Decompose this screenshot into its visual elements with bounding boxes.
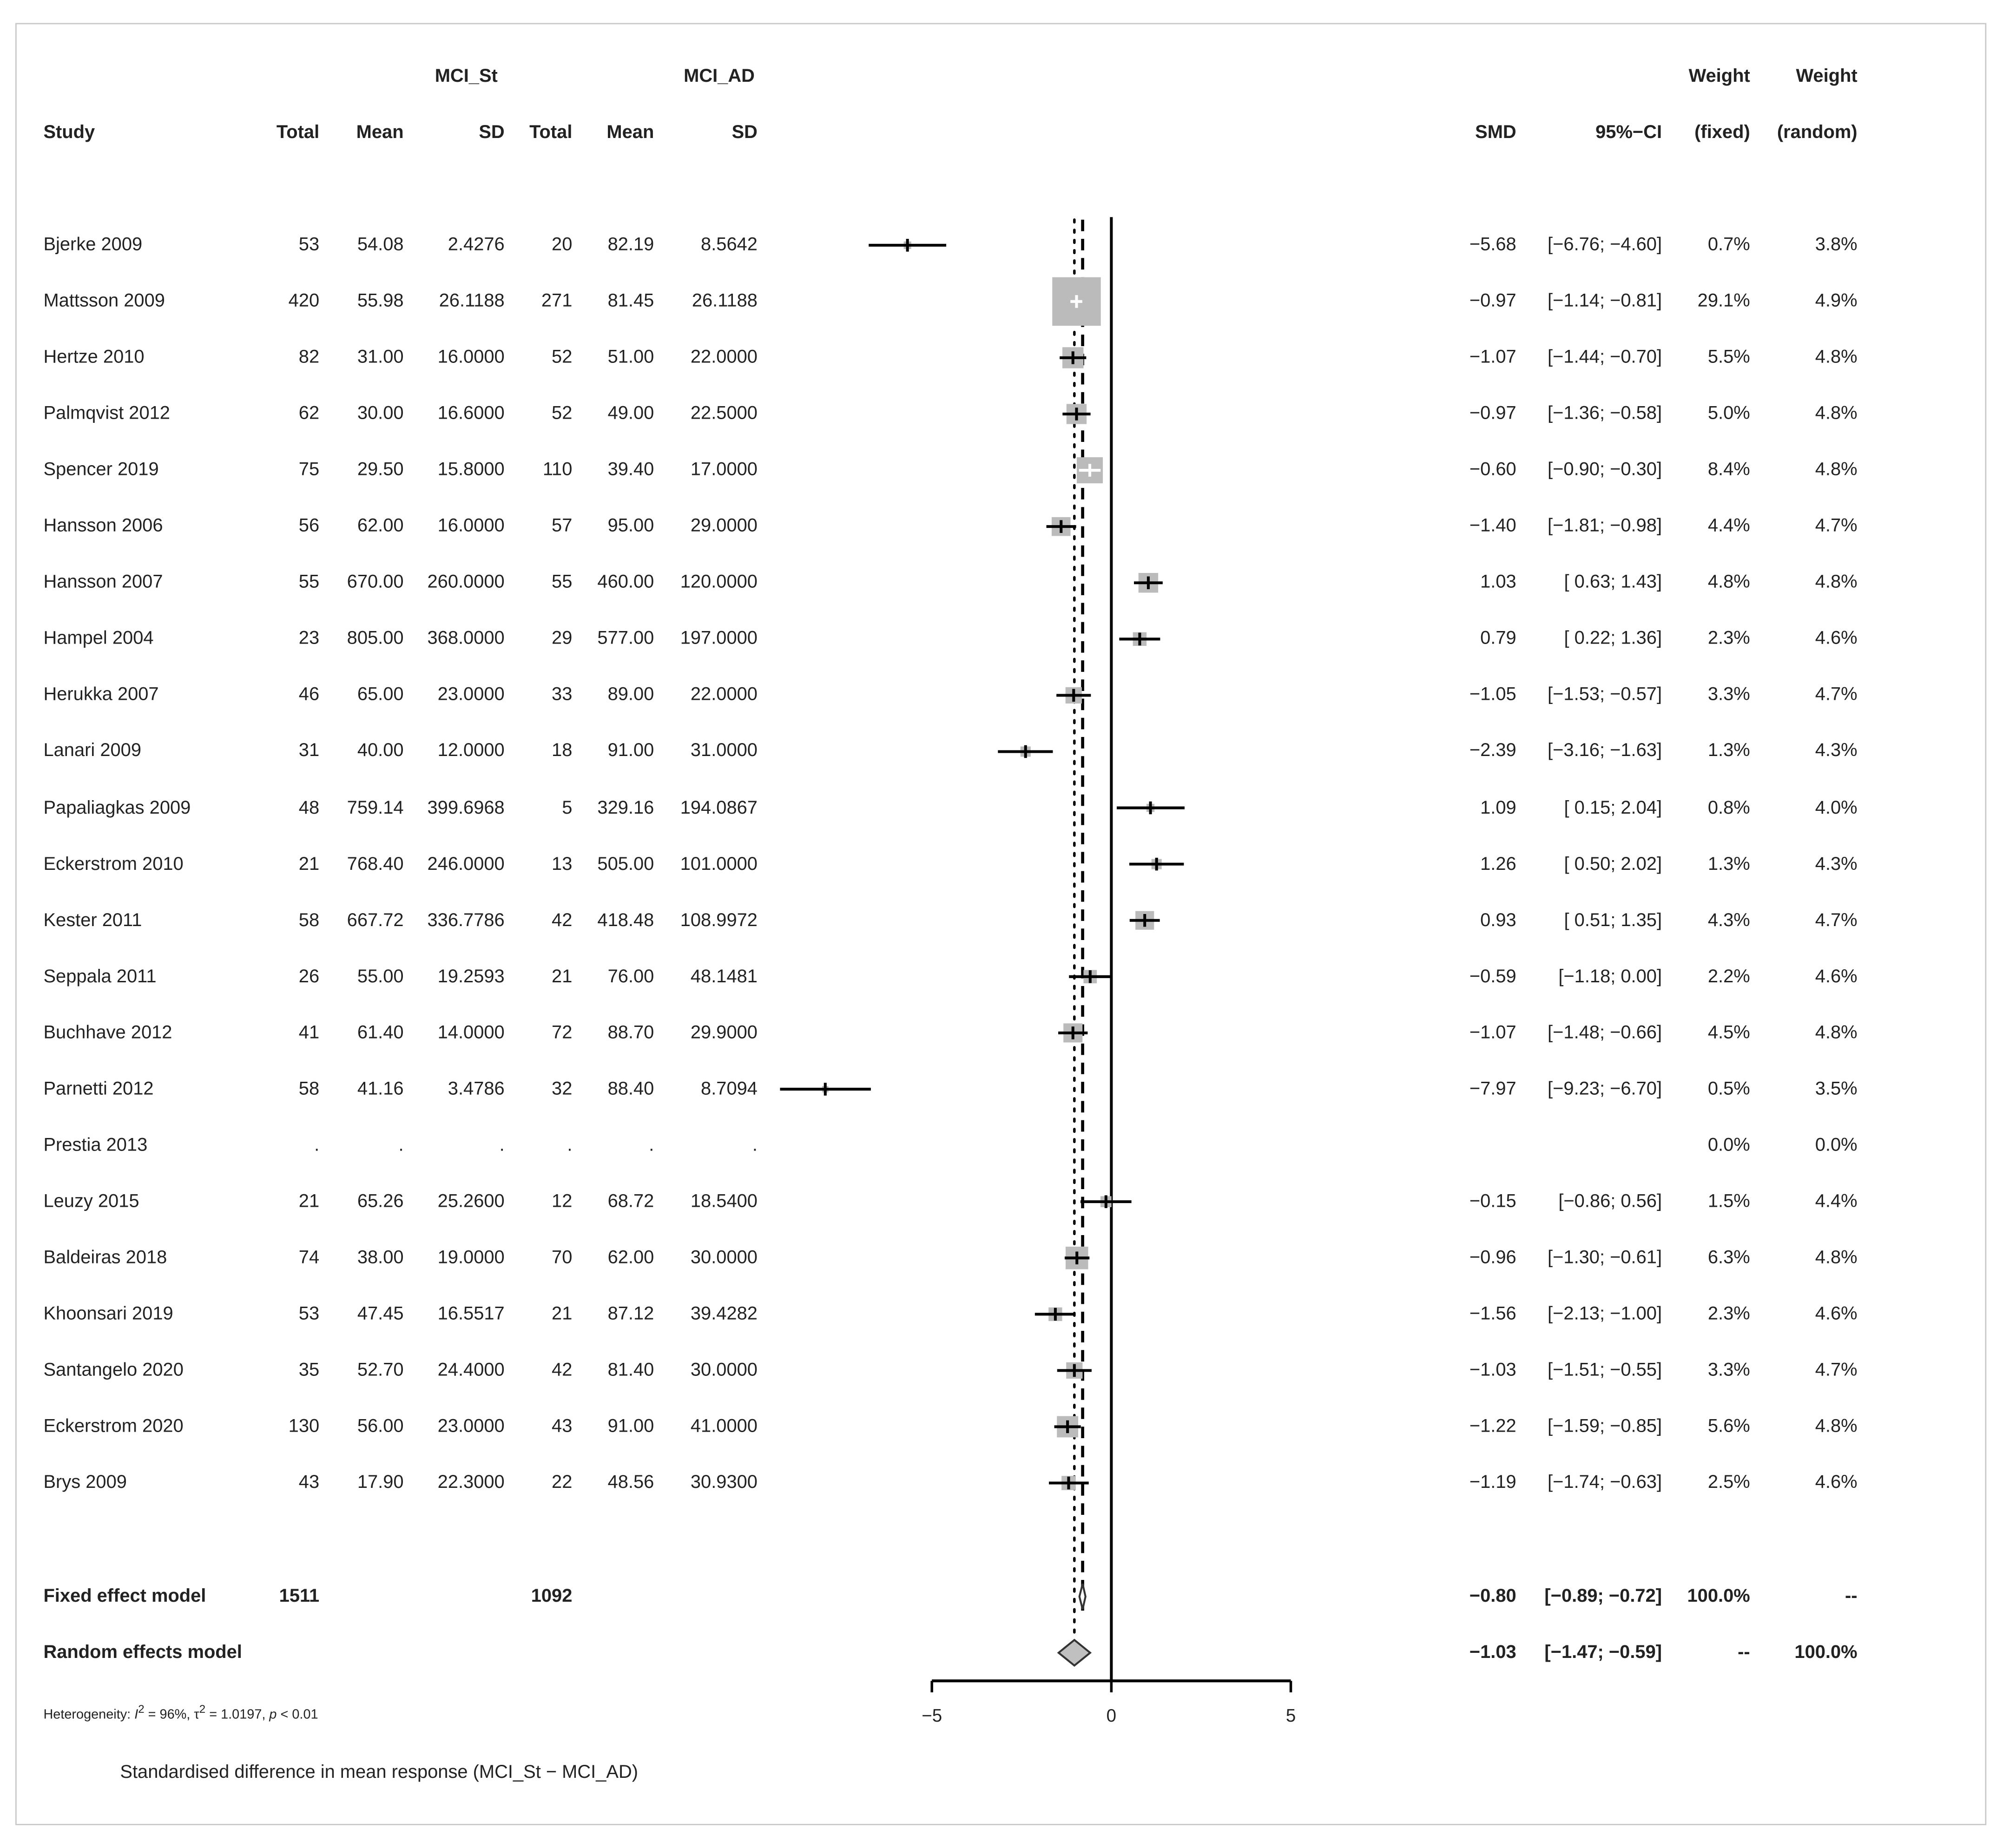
mean2-cell: . xyxy=(649,1135,654,1156)
weight-fixed-cell: 2.3% xyxy=(1707,629,1750,650)
random-smd: −1.03 xyxy=(1469,1642,1516,1663)
sd2-header: SD xyxy=(731,122,758,143)
total1-cell: . xyxy=(314,1135,320,1156)
sd1-cell: 19.2593 xyxy=(437,966,505,987)
total1-cell: 53 xyxy=(298,1304,320,1325)
study-name: Brys 2009 xyxy=(43,1473,127,1493)
sd1-cell: 16.6000 xyxy=(437,403,505,424)
mean2-cell: 39.40 xyxy=(607,460,654,481)
weight-random-cell: 4.0% xyxy=(1815,797,1858,818)
mean1-cell: 38.00 xyxy=(357,1248,404,1269)
sd2-cell: 197.0000 xyxy=(680,629,758,650)
mean1-cell: 61.40 xyxy=(357,1022,404,1043)
total1-cell: 420 xyxy=(288,291,320,312)
random-model-label: Random effects model xyxy=(43,1642,242,1663)
fixed-total1: 1511 xyxy=(279,1586,320,1607)
weight-random-cell: 4.6% xyxy=(1815,966,1858,987)
het-prefix: Heterogeneity: xyxy=(43,1707,135,1723)
het-i2-val: = 96%, xyxy=(144,1707,194,1723)
sd1-cell: 26.1188 xyxy=(439,291,505,312)
total1-cell: 48 xyxy=(298,797,320,818)
sd2-cell: 30.9300 xyxy=(690,1473,758,1493)
weight-fixed-cell: 1.3% xyxy=(1707,854,1750,875)
ci-cell: [−6.76; −4.60] xyxy=(1548,235,1662,256)
mean1-cell: 768.40 xyxy=(347,854,404,875)
het-tau: τ xyxy=(194,1707,199,1723)
sd1-header: SD xyxy=(479,122,505,143)
mean2-cell: 89.00 xyxy=(607,685,654,706)
sd2-cell: 101.0000 xyxy=(680,854,758,875)
sd1-cell: 14.0000 xyxy=(437,1022,505,1043)
mean2-cell: 577.00 xyxy=(597,629,654,650)
sd1-cell: 368.0000 xyxy=(427,629,505,650)
ci-cell: [ 0.51; 1.35] xyxy=(1564,910,1662,931)
sd2-cell: 39.4282 xyxy=(690,1304,758,1325)
random-weight-random: 100.0% xyxy=(1794,1642,1858,1663)
weight-fixed-cell: 4.4% xyxy=(1707,516,1750,537)
sd1-cell: 336.7786 xyxy=(427,910,505,931)
weight-random-cell: 4.3% xyxy=(1815,854,1858,875)
sd1-cell: 25.2600 xyxy=(437,1191,505,1212)
ci-cell: [−1.51; −0.55] xyxy=(1548,1360,1662,1381)
total1-header: Total xyxy=(276,122,320,143)
smd-cell: −1.05 xyxy=(1469,685,1516,706)
ci-cell: [−1.53; −0.57] xyxy=(1548,685,1662,706)
total2-cell: 70 xyxy=(552,1248,573,1269)
mean2-cell: 76.00 xyxy=(607,966,654,987)
total2-cell: 20 xyxy=(552,235,573,256)
weight-random-header-top: Weight xyxy=(1796,66,1858,87)
mean2-cell: 51.00 xyxy=(607,347,654,368)
sd1-cell: 16.0000 xyxy=(437,516,505,537)
study-name: Leuzy 2015 xyxy=(43,1191,139,1212)
mean2-cell: 505.00 xyxy=(597,854,654,875)
total1-cell: 31 xyxy=(298,741,320,762)
total1-cell: 46 xyxy=(298,685,320,706)
mean1-cell: 30.00 xyxy=(357,403,404,424)
study-name: Hansson 2007 xyxy=(43,572,163,593)
weight-fixed-cell: 3.3% xyxy=(1707,1360,1750,1381)
weight-random-cell: 4.8% xyxy=(1815,1248,1858,1269)
weight-random-cell: 0.0% xyxy=(1815,1135,1858,1156)
total2-cell: 52 xyxy=(552,403,573,424)
het-p: p xyxy=(269,1707,277,1723)
study-name: Lanari 2009 xyxy=(43,741,141,762)
smd-cell: −1.22 xyxy=(1469,1416,1516,1437)
sd2-cell: 17.0000 xyxy=(690,460,758,481)
weight-fixed-header: (fixed) xyxy=(1694,122,1750,143)
weight-fixed-cell: 0.0% xyxy=(1707,1135,1750,1156)
ci-cell: [−1.44; −0.70] xyxy=(1548,347,1662,368)
smd-cell: −0.97 xyxy=(1469,291,1516,312)
mean1-cell: 47.45 xyxy=(357,1304,404,1325)
study-name: Papaliagkas 2009 xyxy=(43,797,191,818)
x-tick-label: −5 xyxy=(922,1706,942,1726)
mean1-cell: 65.26 xyxy=(357,1191,404,1212)
sd1-cell: 399.6968 xyxy=(427,797,505,818)
mean2-cell: 87.12 xyxy=(607,1304,654,1325)
study-name: Seppala 2011 xyxy=(43,966,157,987)
total2-cell: 21 xyxy=(552,966,573,987)
study-name: Spencer 2019 xyxy=(43,460,159,481)
fixed-total2: 1092 xyxy=(531,1586,573,1607)
total2-cell: 43 xyxy=(552,1416,573,1437)
study-name: Eckerstrom 2010 xyxy=(43,854,184,875)
smd-cell: 0.93 xyxy=(1480,910,1516,931)
mean1-cell: 29.50 xyxy=(357,460,404,481)
study-name: Hertze 2010 xyxy=(43,347,145,368)
ci-cell: [−0.90; −0.30] xyxy=(1548,460,1662,481)
weight-fixed-cell: 0.5% xyxy=(1707,1079,1750,1099)
sd2-cell: 29.9000 xyxy=(690,1022,758,1043)
study-name: Khoonsari 2019 xyxy=(43,1304,173,1325)
sd1-cell: 24.4000 xyxy=(437,1360,505,1381)
ci-cell: [ 0.15; 2.04] xyxy=(1564,797,1662,818)
smd-cell: −1.07 xyxy=(1469,1022,1516,1043)
total1-cell: 41 xyxy=(298,1022,320,1043)
total1-cell: 21 xyxy=(298,1191,320,1212)
mean2-cell: 62.00 xyxy=(607,1248,654,1269)
ci-cell: [−2.13; −1.00] xyxy=(1548,1304,1662,1325)
smd-cell: −5.68 xyxy=(1469,235,1516,256)
weight-fixed-cell: 8.4% xyxy=(1707,460,1750,481)
total2-cell: 52 xyxy=(552,347,573,368)
ci-cell: [ 0.63; 1.43] xyxy=(1564,572,1662,593)
total1-cell: 43 xyxy=(298,1473,320,1493)
sd2-cell: 194.0867 xyxy=(680,797,758,818)
total1-cell: 56 xyxy=(298,516,320,537)
random-ci: [−1.47; −0.59] xyxy=(1544,1642,1662,1663)
weight-random-cell: 4.8% xyxy=(1815,572,1858,593)
smd-cell: −1.56 xyxy=(1469,1304,1516,1325)
study-header: Study xyxy=(43,122,95,143)
weight-random-cell: 4.8% xyxy=(1815,403,1858,424)
weight-fixed-cell: 5.5% xyxy=(1707,347,1750,368)
sd1-cell: . xyxy=(499,1135,505,1156)
smd-cell: −7.97 xyxy=(1469,1079,1516,1099)
sd1-cell: 2.4276 xyxy=(448,235,505,256)
total2-cell: 72 xyxy=(552,1022,573,1043)
mean1-cell: . xyxy=(398,1135,404,1156)
smd-cell: 0.79 xyxy=(1480,629,1516,650)
ci-cell: [−1.36; −0.58] xyxy=(1548,403,1662,424)
mean1-header: Mean xyxy=(356,122,404,143)
sd2-cell: 30.0000 xyxy=(690,1248,758,1269)
weight-fixed-cell: 3.3% xyxy=(1707,685,1750,706)
fixed-weight-fixed: 100.0% xyxy=(1687,1586,1750,1607)
smd-cell: −0.97 xyxy=(1469,403,1516,424)
sd1-cell: 23.0000 xyxy=(437,1416,505,1437)
total2-cell: 29 xyxy=(552,629,573,650)
ci-cell: [−9.23; −6.70] xyxy=(1548,1079,1662,1099)
total1-cell: 75 xyxy=(298,460,320,481)
total1-cell: 53 xyxy=(298,235,320,256)
smd-cell: −1.03 xyxy=(1469,1360,1516,1381)
ci-cell: [ 0.22; 1.36] xyxy=(1564,629,1662,650)
mean1-cell: 31.00 xyxy=(357,347,404,368)
sd2-cell: 22.0000 xyxy=(690,685,758,706)
total2-cell: 55 xyxy=(552,572,573,593)
total2-cell: 13 xyxy=(552,854,573,875)
sd2-cell: 48.1481 xyxy=(690,966,758,987)
total1-cell: 74 xyxy=(298,1248,320,1269)
total1-cell: 23 xyxy=(298,629,320,650)
smd-cell: −2.39 xyxy=(1469,741,1516,762)
mean2-cell: 48.56 xyxy=(607,1473,654,1493)
fixed-ci: [−0.89; −0.72] xyxy=(1544,1586,1662,1607)
weight-random-cell: 4.8% xyxy=(1815,347,1858,368)
smd-cell: −0.96 xyxy=(1469,1248,1516,1269)
x-tick-label: 0 xyxy=(1106,1706,1117,1726)
study-name: Mattsson 2009 xyxy=(43,291,165,312)
mean2-cell: 460.00 xyxy=(597,572,654,593)
ci-cell: [−1.81; −0.98] xyxy=(1548,516,1662,537)
weight-random-cell: 4.8% xyxy=(1815,460,1858,481)
mean1-cell: 17.90 xyxy=(357,1473,404,1493)
heterogeneity-text xyxy=(43,1697,318,1726)
smd-cell: −0.60 xyxy=(1469,460,1516,481)
sd2-cell: 22.0000 xyxy=(690,347,758,368)
weight-fixed-cell: 0.7% xyxy=(1707,235,1750,256)
weight-random-cell: 4.6% xyxy=(1815,629,1858,650)
sd1-cell: 16.5517 xyxy=(437,1304,505,1325)
fixed-weight-random: -- xyxy=(1845,1586,1858,1607)
x-axis-label: Standardised difference in mean response (MCI_St − MCI_AD) xyxy=(120,1763,639,1783)
smd-cell: −0.15 xyxy=(1469,1191,1516,1212)
total1-cell: 58 xyxy=(298,910,320,931)
mean1-cell: 65.00 xyxy=(357,685,404,706)
sd2-cell: 41.0000 xyxy=(690,1416,758,1437)
total2-cell: 271 xyxy=(541,291,573,312)
sd2-cell: 31.0000 xyxy=(690,741,758,762)
ci-cell: [−1.30; −0.61] xyxy=(1548,1248,1662,1269)
mean2-cell: 91.00 xyxy=(607,1416,654,1437)
mean1-cell: 667.72 xyxy=(347,910,404,931)
mean1-cell: 54.08 xyxy=(357,235,404,256)
smd-cell: −0.59 xyxy=(1469,966,1516,987)
group2-header: MCI_AD xyxy=(684,66,755,87)
weight-random-cell: 4.4% xyxy=(1815,1191,1858,1212)
total2-cell: 5 xyxy=(562,797,573,818)
total2-cell: 42 xyxy=(552,1360,573,1381)
sd2-cell: 26.1188 xyxy=(692,291,758,312)
random-weight-fixed: -- xyxy=(1738,1642,1750,1663)
total1-cell: 55 xyxy=(298,572,320,593)
weight-random-cell: 3.5% xyxy=(1815,1079,1858,1099)
study-name: Parnetti 2012 xyxy=(43,1079,154,1099)
sd1-cell: 16.0000 xyxy=(437,347,505,368)
mean2-cell: 418.48 xyxy=(597,910,654,931)
sd2-cell: 108.9972 xyxy=(680,910,758,931)
weight-fixed-cell: 4.8% xyxy=(1707,572,1750,593)
weight-random-header: (random) xyxy=(1777,122,1858,143)
study-name: Santangelo 2020 xyxy=(43,1360,184,1381)
study-name: Hampel 2004 xyxy=(43,629,154,650)
study-name: Bjerke 2009 xyxy=(43,235,143,256)
total1-cell: 26 xyxy=(298,966,320,987)
weight-fixed-cell: 1.3% xyxy=(1707,741,1750,762)
sd2-cell: 8.5642 xyxy=(701,235,758,256)
sd2-cell: 120.0000 xyxy=(680,572,758,593)
ci-cell: [−1.74; −0.63] xyxy=(1548,1473,1662,1493)
total2-cell: 22 xyxy=(552,1473,573,1493)
total2-cell: 32 xyxy=(552,1079,573,1099)
sd1-cell: 12.0000 xyxy=(437,741,505,762)
weight-fixed-cell: 0.8% xyxy=(1707,797,1750,818)
weight-random-cell: 4.7% xyxy=(1815,1360,1858,1381)
mean1-cell: 805.00 xyxy=(347,629,404,650)
mean2-cell: 88.40 xyxy=(607,1079,654,1099)
mean1-cell: 56.00 xyxy=(357,1416,404,1437)
ci-cell: [−1.59; −0.85] xyxy=(1548,1416,1662,1437)
ci-cell: [−3.16; −1.63] xyxy=(1548,741,1662,762)
sd1-cell: 246.0000 xyxy=(427,854,505,875)
sd1-cell: 22.3000 xyxy=(437,1473,505,1493)
sd2-cell: 22.5000 xyxy=(690,403,758,424)
weight-fixed-cell: 1.5% xyxy=(1707,1191,1750,1212)
sd2-cell: 18.5400 xyxy=(690,1191,758,1212)
mean2-cell: 329.16 xyxy=(597,797,654,818)
weight-random-cell: 4.9% xyxy=(1815,291,1858,312)
het-tau-sup: 2 xyxy=(199,1703,206,1716)
mean1-cell: 759.14 xyxy=(347,797,404,818)
weight-fixed-cell: 29.1% xyxy=(1697,291,1750,312)
total1-cell: 58 xyxy=(298,1079,320,1099)
weight-random-cell: 4.7% xyxy=(1815,516,1858,537)
mean2-cell: 81.45 xyxy=(607,291,654,312)
sd2-cell: 29.0000 xyxy=(690,516,758,537)
total2-cell: 110 xyxy=(542,460,573,481)
smd-cell: −1.07 xyxy=(1469,347,1516,368)
weight-fixed-cell: 6.3% xyxy=(1707,1248,1750,1269)
ci-cell: [−1.48; −0.66] xyxy=(1548,1022,1662,1043)
study-name: Buchhave 2012 xyxy=(43,1022,172,1043)
fixed-effect-diamond xyxy=(1080,1584,1086,1609)
smd-header: SMD xyxy=(1475,122,1516,143)
total1-cell: 82 xyxy=(298,347,320,368)
fixed-model-label: Fixed effect model xyxy=(43,1586,206,1607)
mean2-cell: 49.00 xyxy=(607,403,654,424)
study-name: Palmqvist 2012 xyxy=(43,403,170,424)
smd-cell: 1.26 xyxy=(1480,854,1516,875)
sd2-cell: 30.0000 xyxy=(690,1360,758,1381)
mean1-cell: 40.00 xyxy=(357,741,404,762)
weight-random-cell: 4.8% xyxy=(1815,1022,1858,1043)
weight-random-cell: 4.6% xyxy=(1815,1304,1858,1325)
ci-header: 95%−CI xyxy=(1595,122,1662,143)
group1-header: MCI_St xyxy=(435,66,498,87)
het-p-val: < 0.01 xyxy=(277,1707,318,1723)
study-name: Herukka 2007 xyxy=(43,685,159,706)
weight-fixed-cell: 2.5% xyxy=(1707,1473,1750,1493)
mean1-cell: 62.00 xyxy=(357,516,404,537)
total2-cell: 18 xyxy=(552,741,573,762)
ci-cell: [−0.86; 0.56] xyxy=(1558,1191,1662,1212)
total1-cell: 62 xyxy=(298,403,320,424)
mean2-cell: 68.72 xyxy=(607,1191,654,1212)
weight-fixed-header-top: Weight xyxy=(1688,66,1750,87)
weight-random-cell: 4.3% xyxy=(1815,741,1858,762)
het-i2: I xyxy=(134,1707,138,1723)
weight-random-cell: 4.6% xyxy=(1815,1473,1858,1493)
ci-cell: [−1.18; 0.00] xyxy=(1558,966,1662,987)
weight-fixed-cell: 4.5% xyxy=(1707,1022,1750,1043)
mean2-header: Mean xyxy=(606,122,654,143)
x-tick-label: 5 xyxy=(1285,1706,1296,1726)
mean1-cell: 670.00 xyxy=(347,572,404,593)
study-name: Hansson 2006 xyxy=(43,516,163,537)
total2-cell: . xyxy=(567,1135,573,1156)
weight-fixed-cell: 2.2% xyxy=(1707,966,1750,987)
total2-cell: 57 xyxy=(552,516,573,537)
sd2-cell: . xyxy=(752,1135,758,1156)
random-effect-diamond xyxy=(1059,1640,1090,1665)
mean2-cell: 95.00 xyxy=(607,516,654,537)
weight-random-cell: 3.8% xyxy=(1815,235,1858,256)
weight-random-cell: 4.8% xyxy=(1815,1416,1858,1437)
het-i2-sup: 2 xyxy=(138,1703,145,1716)
total1-cell: 35 xyxy=(298,1360,320,1381)
mean1-cell: 55.98 xyxy=(357,291,404,312)
mean2-cell: 91.00 xyxy=(607,741,654,762)
ci-cell: [−1.14; −0.81] xyxy=(1548,291,1662,312)
weight-random-cell: 4.7% xyxy=(1815,910,1858,931)
total1-cell: 130 xyxy=(288,1416,320,1437)
smd-cell: 1.09 xyxy=(1480,797,1516,818)
sd2-cell: 8.7094 xyxy=(701,1079,758,1099)
ci-cell: [ 0.50; 2.02] xyxy=(1564,854,1662,875)
study-name: Baldeiras 2018 xyxy=(43,1248,167,1269)
mean2-cell: 81.40 xyxy=(607,1360,654,1381)
mean1-cell: 52.70 xyxy=(357,1360,404,1381)
mean2-cell: 82.19 xyxy=(607,235,654,256)
smd-cell: 1.03 xyxy=(1480,572,1516,593)
total1-cell: 21 xyxy=(298,854,320,875)
total2-cell: 21 xyxy=(552,1304,573,1325)
study-name: Prestia 2013 xyxy=(43,1135,148,1156)
weight-fixed-cell: 5.0% xyxy=(1707,403,1750,424)
total2-cell: 33 xyxy=(552,685,573,706)
study-name: Kester 2011 xyxy=(43,910,142,931)
smd-cell: −1.40 xyxy=(1469,516,1516,537)
sd1-cell: 19.0000 xyxy=(437,1248,505,1269)
total2-cell: 12 xyxy=(552,1191,573,1212)
sd1-cell: 3.4786 xyxy=(448,1079,505,1099)
total2-cell: 42 xyxy=(552,910,573,931)
weight-fixed-cell: 2.3% xyxy=(1707,1304,1750,1325)
smd-cell: −1.19 xyxy=(1469,1473,1516,1493)
weight-fixed-cell: 4.3% xyxy=(1707,910,1750,931)
het-tau-val: = 1.0197, xyxy=(205,1707,270,1723)
mean2-cell: 88.70 xyxy=(607,1022,654,1043)
study-name: Eckerstrom 2020 xyxy=(43,1416,184,1437)
sd1-cell: 23.0000 xyxy=(437,685,505,706)
weight-fixed-cell: 5.6% xyxy=(1707,1416,1750,1437)
sd1-cell: 15.8000 xyxy=(437,460,505,481)
mean1-cell: 55.00 xyxy=(357,966,404,987)
weight-random-cell: 4.7% xyxy=(1815,685,1858,706)
fixed-smd: −0.80 xyxy=(1469,1586,1516,1607)
sd1-cell: 260.0000 xyxy=(427,572,505,593)
mean1-cell: 41.16 xyxy=(357,1079,404,1099)
total2-header: Total xyxy=(529,122,573,143)
